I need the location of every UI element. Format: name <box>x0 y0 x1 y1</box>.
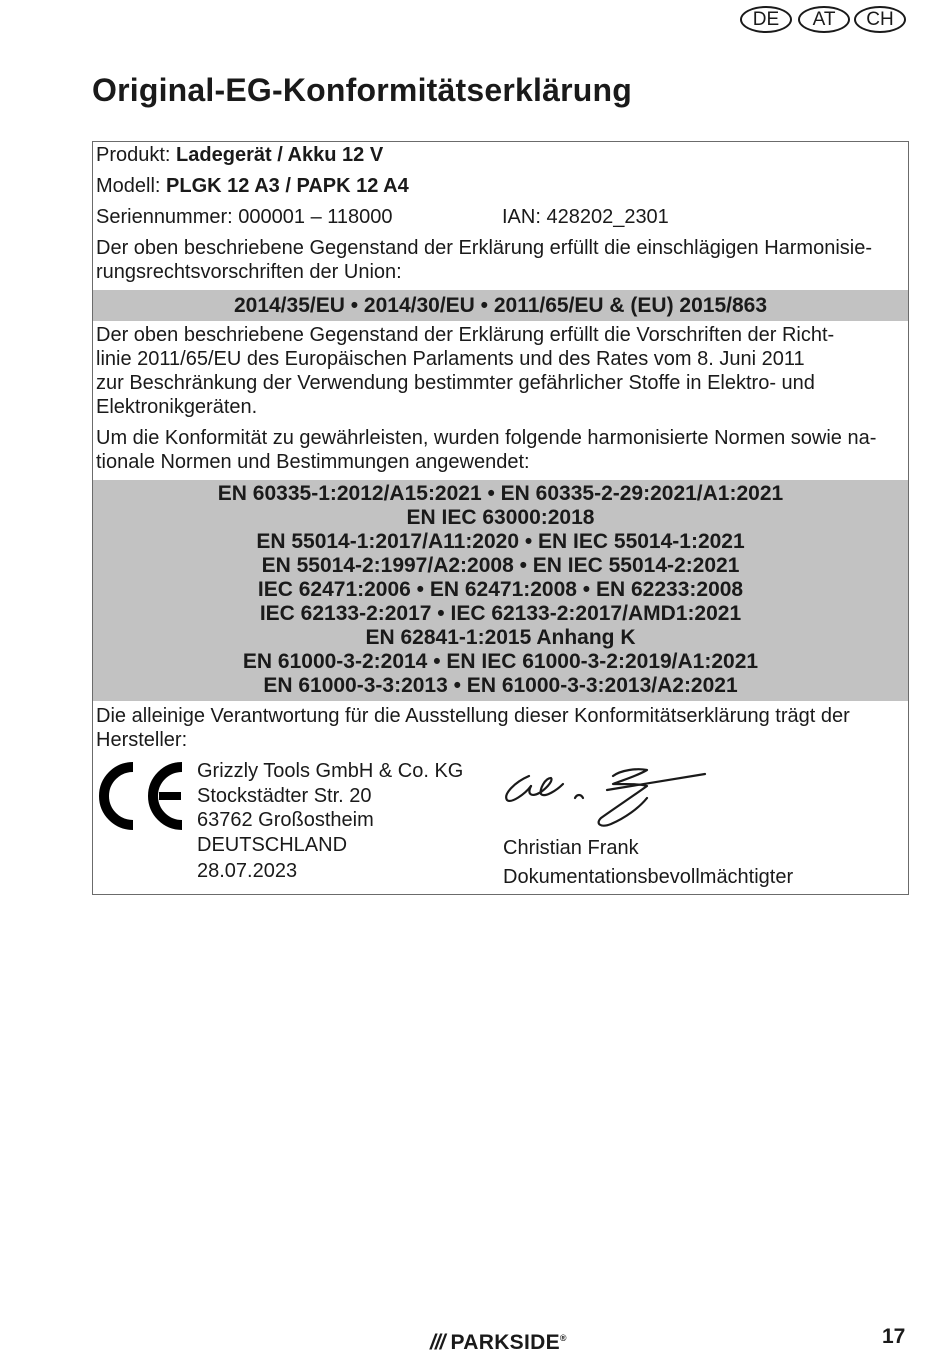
standard-line: EN 61000-3-3:2013 • EN 61000-3-3:2013/A2:2021 <box>263 674 738 697</box>
country-badge-at: AT <box>798 6 850 33</box>
standard-line: IEC 62133-2:2017 • IEC 62133-2:2017/AMD1:2021 <box>259 602 742 625</box>
standard-line: EN IEC 63000:2018 <box>406 506 595 529</box>
standard-line: EN 55014-2:1997/A2:2008 • EN IEC 55014-2:2021 <box>261 554 740 577</box>
declaration-2-line-4: Elektronikgeräten. <box>96 396 258 418</box>
directives-band: 2014/35/EU • 2014/30/EU • 2011/65/EU & (EU) 2015/863 <box>93 290 908 321</box>
manufacturer-address <box>197 759 463 857</box>
declaration-2-line-2: linie 2011/65/EU des Europäischen Parlaments und des Rates vom 8. Juni 2011 <box>96 348 805 370</box>
handwritten-signature <box>501 764 711 836</box>
declaration-box <box>92 141 909 895</box>
manufacturer-name: Grizzly Tools GmbH & Co. KG <box>197 760 464 782</box>
model-value: PLGK 12 A3 / PAPK 12 A4 <box>166 175 409 197</box>
model-row <box>96 174 409 198</box>
standard-line: EN 55014-1:2017/A11:2020 • EN IEC 55014-1:2021 <box>256 530 745 553</box>
country-code-badges <box>740 6 910 36</box>
standard-line: EN 61000-3-2:2014 • EN IEC 61000-3-2:2019/A1:2021 <box>242 650 759 673</box>
model-label: Modell: <box>96 175 161 197</box>
standard-line: IEC 62471:2006 • EN 62471:2008 • EN 62233:2008 <box>257 578 744 601</box>
signer-name: Christian Frank <box>503 837 639 859</box>
responsibility-line-1: Die alleinige Verantwortung für die Ausstellung dieser Konformitätserklärung trägt der <box>96 705 850 727</box>
registered-mark: ® <box>559 1333 567 1343</box>
standards-band <box>93 480 908 701</box>
declaration-1-line-1: Der oben beschriebene Gegenstand der Erklärung erfüllt die einschlägigen Harmonisie- <box>96 237 873 259</box>
serial-number: Seriennummer: 000001 – 118000 <box>96 206 393 228</box>
manufacturer-city: 63762 Großostheim <box>197 809 374 831</box>
declaration-paragraph-1 <box>96 236 904 284</box>
brand-name: PARKSIDE <box>450 1331 560 1354</box>
declaration-paragraph-2 <box>96 323 904 419</box>
declaration-paragraph-3 <box>96 426 904 474</box>
declaration-date: 28.07.2023 <box>197 860 298 882</box>
declaration-2-line-3: zur Beschränkung der Verwendung bestimmter gefährlicher Stoffe in Elektro- und <box>96 372 815 394</box>
product-value: Ladegerät / Akku 12 V <box>176 144 384 166</box>
manufacturer-country: DEUTSCHLAND <box>197 833 348 856</box>
manufacturer-street: Stockstädter Str. 20 <box>197 784 372 807</box>
standard-line: EN 60335-1:2012/A15:2021 • EN 60335-2-29:2021/A1:2021 <box>217 482 784 505</box>
parkside-logo <box>430 1331 567 1355</box>
page-number: 17 <box>882 1325 906 1348</box>
page-title: Original-EG-Konformitätserklärung <box>92 72 632 108</box>
ce-mark-icon <box>95 760 187 832</box>
brand-slashes: /// <box>430 1331 445 1354</box>
standard-line: EN 62841-1:2015 Anhang K <box>365 626 636 649</box>
responsibility-line-2: Hersteller: <box>96 729 188 751</box>
country-badge-ch: CH <box>854 6 906 33</box>
declaration-3-line-1: Um die Konformität zu gewährleisten, wurden folgende harmonisierte Normen sowie na- <box>96 427 877 449</box>
declaration-2-line-1: Der oben beschriebene Gegenstand der Erklärung erfüllt die Vorschriften der Richt- <box>96 324 835 346</box>
product-row <box>96 143 383 167</box>
country-badge-de: DE <box>740 6 792 33</box>
ian-number: IAN: 428202_2301 <box>502 206 669 228</box>
responsibility-statement <box>96 704 904 752</box>
declaration-1-line-2: rungsrechtsvorschriften der Union: <box>96 261 402 283</box>
signer-role: Dokumentationsbevollmächtigter <box>503 866 794 888</box>
product-label: Produkt: <box>96 144 171 166</box>
declaration-3-line-2: tionale Normen und Bestimmungen angewendet: <box>96 451 530 473</box>
